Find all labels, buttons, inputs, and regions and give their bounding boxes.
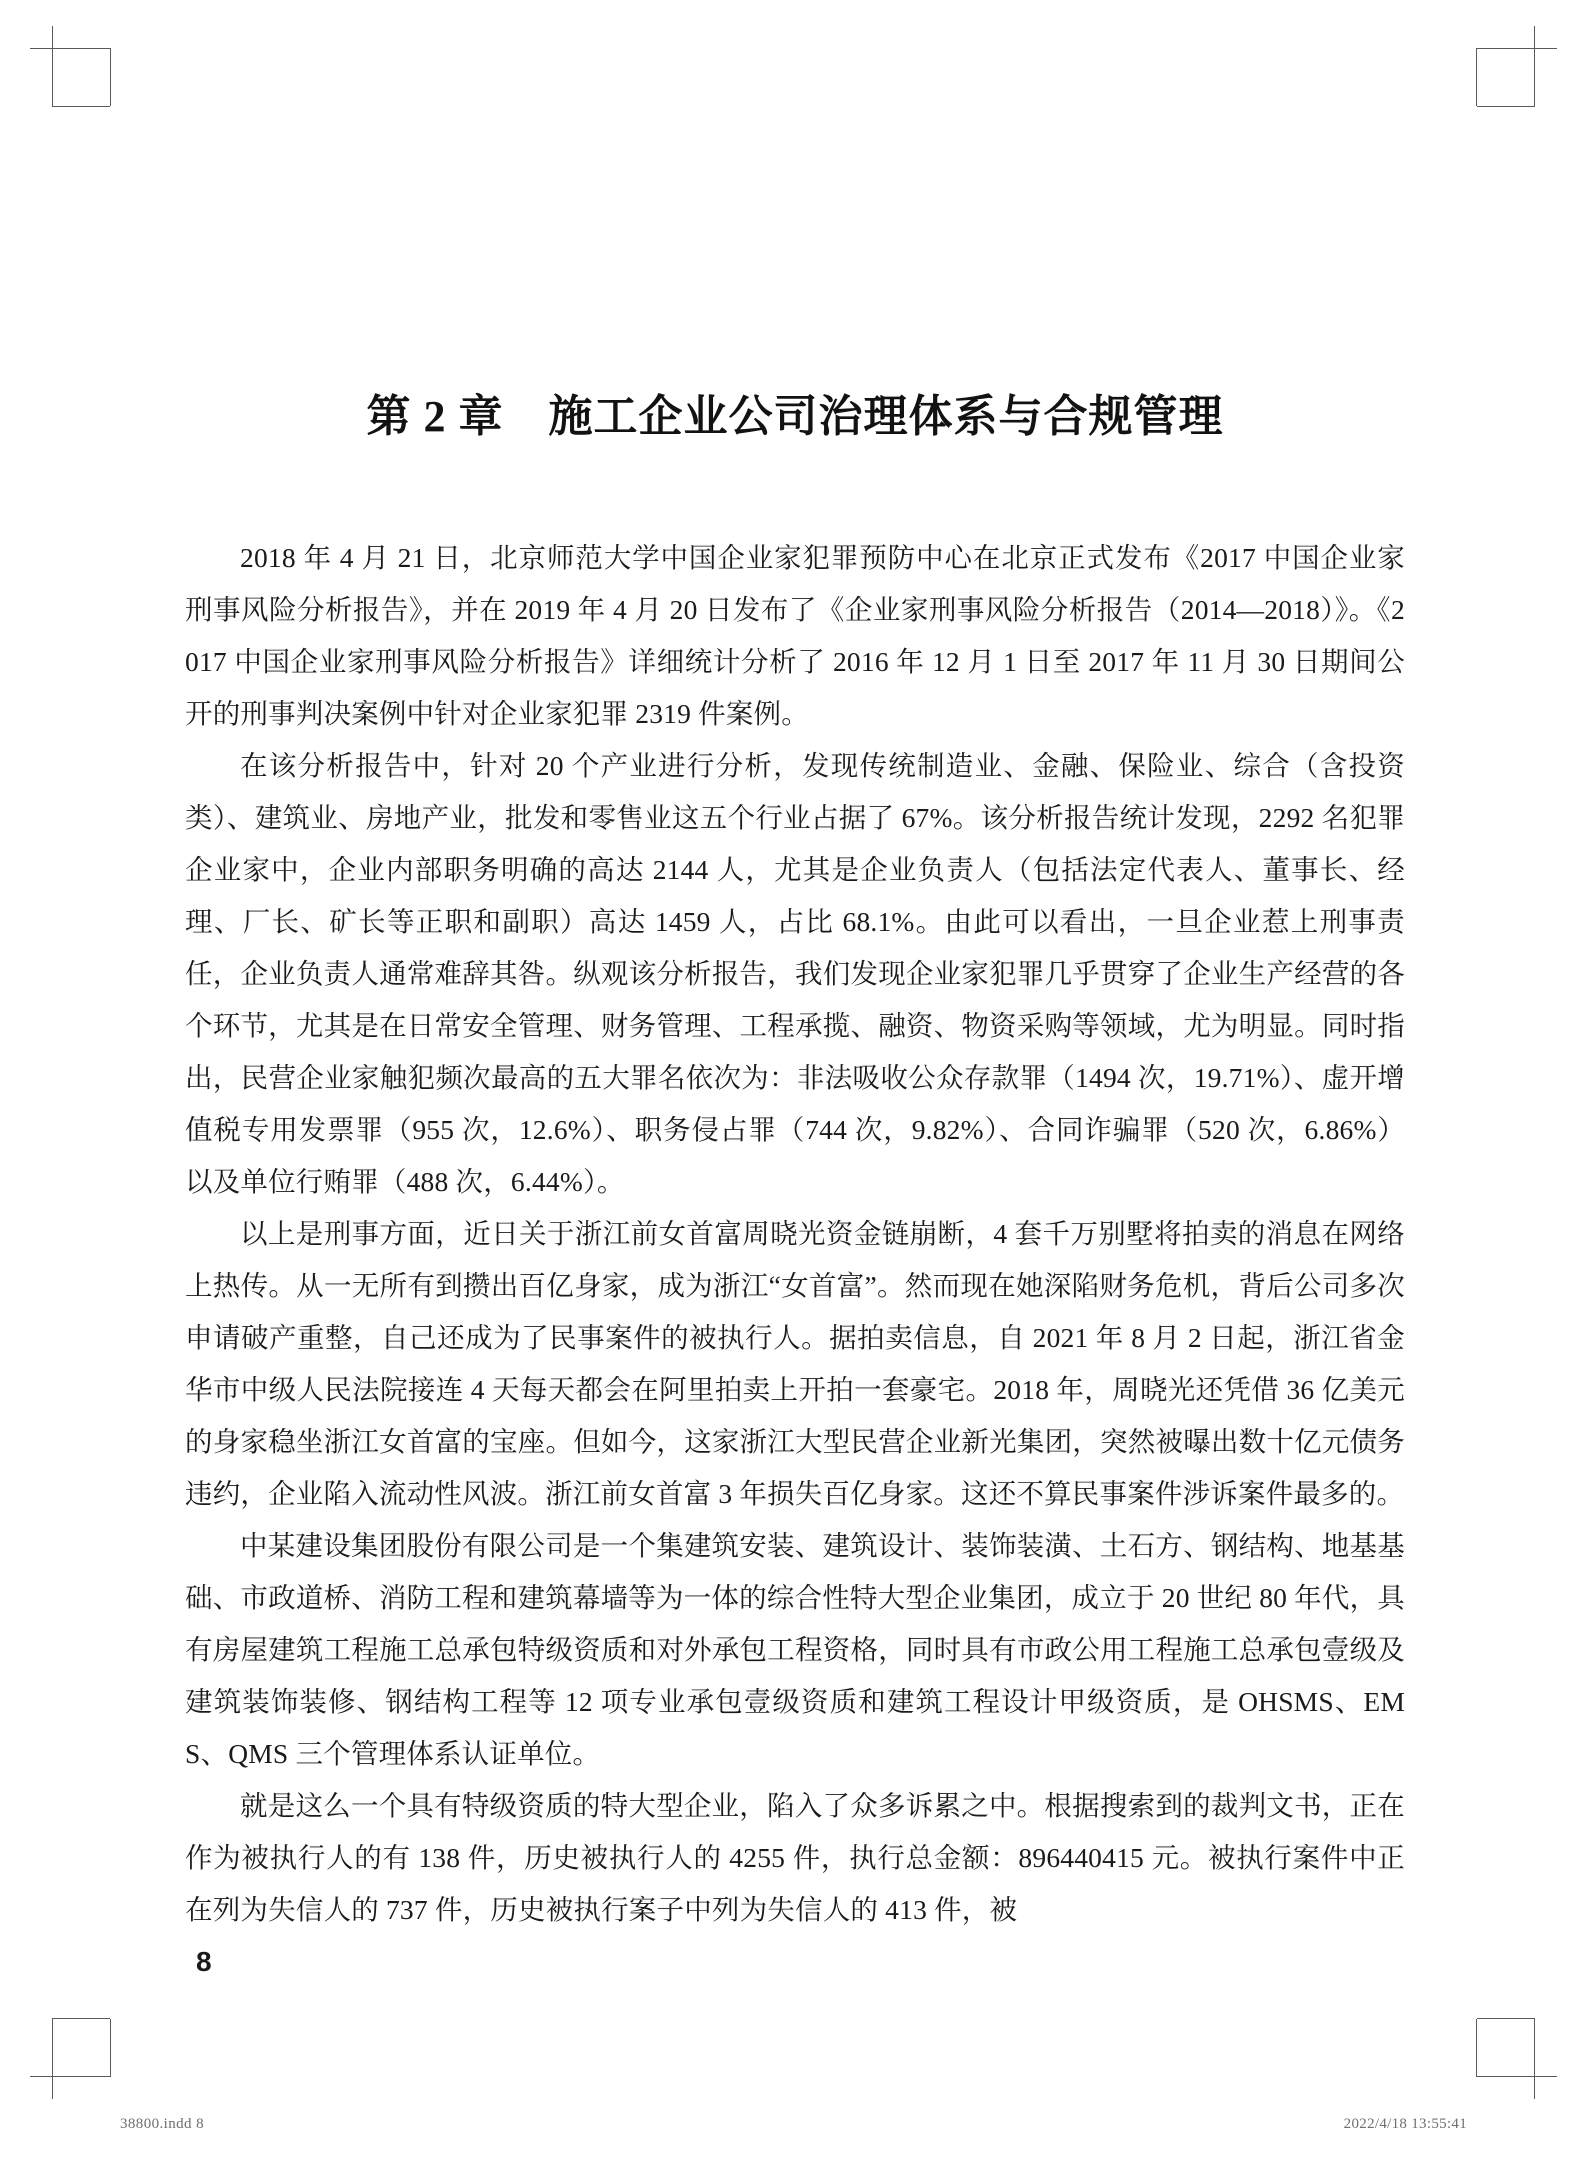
body-text	[185, 532, 1405, 1936]
printer-footer	[120, 2116, 1467, 2133]
paragraph: 以上是刑事方面，近日关于浙江前女首富周晓光资金链崩断，4 套千万别墅将拍卖的消息在网络上热传。从一无所有到攒出百亿身家，成为浙江“女首富”。然而现在她深陷财务危机，背后公司多次申请破产重整，自己还成为了民事案件的被执行人。据拍卖信息，自 2021 年 8 月 2 日起，浙江省金华市中级人民法院接连 4 天每天都会在阿里拍卖上开拍一套豪宅。2018 年，周晓光还凭借 36 亿美元的身家稳坐浙江女首富的宝座。但如今，这家浙江大型民营企业新光集团，突然被曝出数十亿元债务违约，企业陷入流动性风波。浙江前女首富 3 年损失百亿身家。这还不算民事案件涉诉案件最多的。	[185, 1218, 1405, 1509]
paragraph: 中某建设集团股份有限公司是一个集建筑安装、建筑设计、装饰装潢、土石方、钢结构、地基基础、市政道桥、消防工程和建筑幕墙等为一体的综合性特大型企业集团，成立于 20 世纪 80 年代，具有房屋建筑工程施工总承包特级资质和对外承包工程资格，同时具有市政公用工程施工总承包壹级及建筑装饰装修、钢结构工程等 12 项专业承包壹级资质和建筑工程设计甲级资质，是 OHSMS、EMS、QMS 三个管理体系认证单位。	[185, 1530, 1405, 1769]
page-number: 8	[196, 1946, 212, 1977]
crop-mark-top-right-icon	[1477, 26, 1557, 106]
paragraph: 在该分析报告中，针对 20 个产业进行分析，发现传统制造业、金融、保险业、综合（含投资类）、建筑业、房地产业，批发和零售业这五个行业占据了 67%。该分析报告统计发现，2292 名犯罪企业家中，企业内部职务明确的高达 2144 人，尤其是企业负责人（包括法定代表人、董事长、经理、厂长、矿长等正职和副职）高达 1459 人，占比 68.1%。由此可以看出，一旦企业惹上刑事责任，企业负责人通常难辞其咎。纵观该分析报告，我们发现企业家犯罪几乎贯穿了企业生产经营的各个环节，尤其是在日常安全管理、财务管理、工程承揽、融资、物资采购等领域，尤为明显。同时指出，民营企业家触犯频次最高的五大罪名依次为：非法吸收公众存款罪（1494 次，19.71%）、虚开增值税专用发票罪（955 次，12.6%）、职务侵占罪（744 次，9.82%）、合同诈骗罪（520 次，6.86%）以及单位行贿罪（488 次，6.44%）。	[185, 750, 1405, 1197]
paragraph: 就是这么一个具有特级资质的特大型企业，陷入了众多诉累之中。根据搜索到的裁判文书，正在作为被执行人的有 138 件，历史被执行人的 4255 件，执行总金额：896440415 元。被执行案件中正在列为失信人的 737 件，历史被执行案子中列为失信人的 413 件，被	[185, 1790, 1405, 1925]
footer-file-slug: 38800.indd 8	[120, 2116, 204, 2132]
page-title: 第 2 章 施工企业公司治理体系与合规管理	[366, 392, 1224, 441]
crop-mark-top-left-icon	[30, 26, 110, 106]
footer-timestamp: 2022/4/18 13:55:41	[1343, 2116, 1467, 2132]
paragraph: 2018 年 4 月 21 日，北京师范大学中国企业家犯罪预防中心在北京正式发布《2017 中国企业家刑事风险分析报告》，并在 2019 年 4 月 20 日发布了《企业家刑事风险分析报告（2014—2018）》。《2017 中国企业家刑事风险分析报告》详细统计分析了 2016 年 12 月 1 日至 2017 年 11 月 30 日期间公开的刑事判决案例中针对企业家犯罪 2319 件案例。	[185, 542, 1405, 729]
crop-mark-bottom-left-icon	[30, 2019, 110, 2099]
crop-mark-bottom-right-icon	[1477, 2019, 1557, 2099]
page-content	[185, 380, 1405, 1936]
